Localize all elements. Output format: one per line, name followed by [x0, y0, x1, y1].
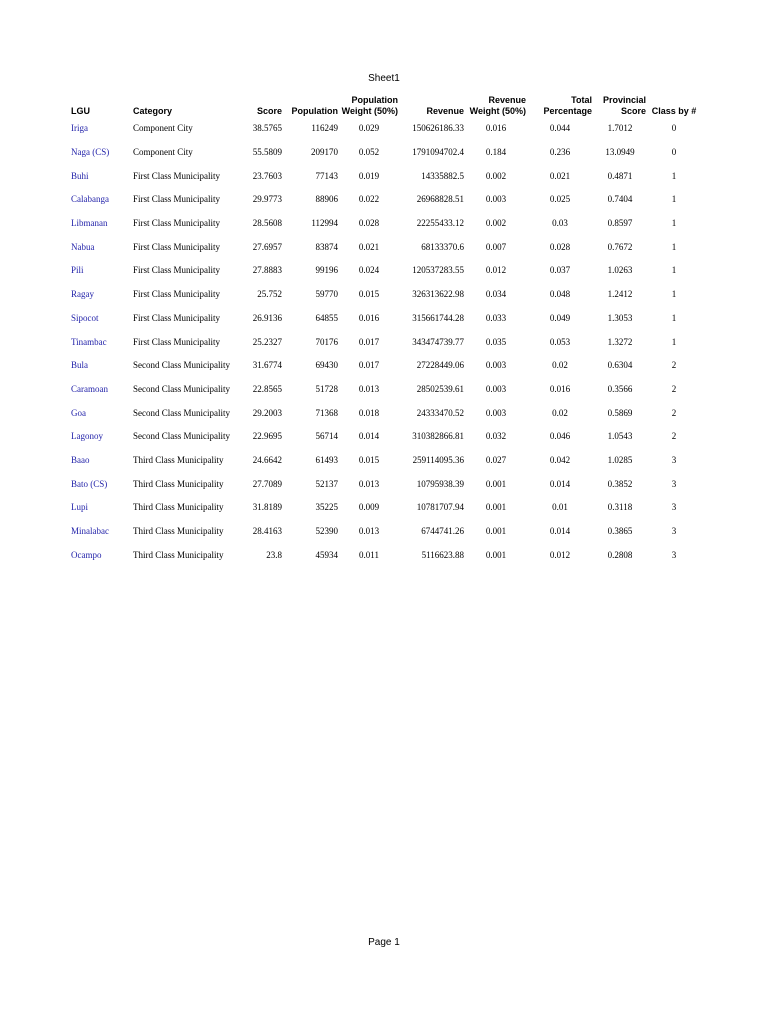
total-percentage-cell: 0.053 — [549, 336, 571, 347]
score-cell: 27.6957 — [252, 241, 282, 252]
class-by-cell: 1 — [671, 289, 677, 300]
score-cell: 38.5765 — [252, 123, 282, 134]
lgu-cell: Tinambac — [71, 336, 107, 347]
header-score: Score — [256, 106, 282, 116]
sheet-title: Sheet1 — [368, 73, 400, 84]
total-percentage-cell: 0.046 — [549, 431, 571, 442]
score-cell: 25.752 — [257, 289, 282, 300]
population-cell: 77143 — [315, 170, 338, 181]
class-by-cell: 1 — [671, 312, 677, 323]
table-row — [70, 472, 701, 496]
revenue-weight-cell: 0.035 — [485, 336, 507, 347]
score-cell: 23.8 — [266, 549, 282, 560]
population-weight-cell: 0.019 — [358, 170, 380, 181]
lgu-cell: Goa — [71, 407, 86, 418]
table-row — [70, 188, 701, 212]
table-row — [70, 283, 701, 307]
total-percentage-cell: 0.02 — [552, 360, 568, 371]
revenue-weight-cell: 0.003 — [485, 360, 507, 371]
score-cell: 26.9136 — [252, 312, 282, 323]
population-cell: 69430 — [315, 360, 338, 371]
class-by-cell: 2 — [671, 431, 677, 442]
provincial-score-cell: 1.2412 — [607, 289, 633, 300]
table-row — [70, 235, 701, 259]
class-by-cell: 2 — [671, 407, 677, 418]
population-cell: 71368 — [315, 407, 338, 418]
table-row — [70, 401, 701, 425]
provincial-score-cell: 0.3118 — [607, 502, 633, 513]
revenue-weight-cell: 0.003 — [485, 383, 507, 394]
score-cell: 27.7089 — [252, 478, 282, 489]
category-cell: Third Class Municipality — [133, 454, 224, 465]
revenue-cell: 343474739.77 — [412, 336, 464, 347]
class-by-cell: 3 — [671, 478, 677, 489]
table-row — [70, 117, 701, 141]
provincial-score-cell: 1.7012 — [607, 123, 633, 134]
revenue-cell: 120537283.55 — [412, 265, 464, 276]
category-cell: First Class Municipality — [133, 265, 221, 276]
category-cell: Component City — [133, 123, 193, 134]
revenue-weight-cell: 0.032 — [485, 431, 507, 442]
score-cell: 22.9695 — [252, 431, 282, 442]
provincial-score-cell: 0.7672 — [607, 241, 633, 252]
lgu-cell: Iriga — [71, 123, 88, 134]
header-provincial-score: Provincial Score — [602, 95, 646, 116]
population-weight-cell: 0.015 — [358, 289, 380, 300]
category-cell: First Class Municipality — [133, 218, 221, 229]
provincial-score-cell: 1.0263 — [607, 265, 633, 276]
population-weight-cell: 0.024 — [358, 265, 380, 276]
revenue-weight-cell: 0.003 — [485, 407, 507, 418]
header-category: Category — [133, 106, 173, 116]
score-cell: 29.9773 — [252, 194, 282, 205]
population-weight-cell: 0.028 — [358, 218, 380, 229]
lgu-cell: Baao — [71, 454, 90, 465]
total-percentage-cell: 0.048 — [549, 289, 571, 300]
revenue-weight-cell: 0.016 — [485, 123, 507, 134]
header-revenue: Revenue — [426, 106, 464, 116]
population-cell: 112994 — [311, 218, 338, 229]
population-weight-cell: 0.017 — [358, 360, 380, 371]
lgu-cell: Sipocot — [71, 312, 99, 323]
population-weight-cell: 0.052 — [358, 147, 380, 158]
population-cell: 64855 — [315, 312, 338, 323]
revenue-cell: 310382866.81 — [412, 431, 464, 442]
header-population: Population — [291, 106, 338, 116]
revenue-cell: 27228449.06 — [416, 360, 464, 371]
class-by-cell: 0 — [671, 123, 677, 134]
revenue-weight-cell: 0.033 — [485, 312, 507, 323]
revenue-cell: 1791094702.4 — [412, 147, 464, 158]
category-cell: First Class Municipality — [133, 241, 221, 252]
lgu-cell: Libmanan — [71, 218, 108, 229]
provincial-score-cell: 0.3865 — [607, 526, 633, 537]
population-cell: 52137 — [315, 478, 338, 489]
class-by-cell: 0 — [671, 147, 677, 158]
score-cell: 25.2327 — [252, 336, 282, 347]
provincial-score-cell: 0.3566 — [607, 383, 633, 394]
class-by-cell: 1 — [671, 194, 677, 205]
revenue-cell: 14335882.5 — [421, 170, 464, 181]
lgu-cell: Nabua — [71, 241, 95, 252]
score-cell: 23.7603 — [252, 170, 282, 181]
lgu-cell: Bula — [71, 360, 88, 371]
category-cell: First Class Municipality — [133, 312, 221, 323]
page-footer: Page 1 — [368, 937, 400, 948]
revenue-weight-cell: 0.184 — [485, 147, 507, 158]
total-percentage-cell: 0.044 — [549, 123, 571, 134]
total-percentage-cell: 0.049 — [549, 312, 571, 323]
lgu-cell: Bato (CS) — [71, 478, 108, 489]
category-cell: Third Class Municipality — [133, 478, 224, 489]
table-row — [70, 354, 701, 378]
header-class-by: Class by # — [651, 106, 697, 116]
score-cell: 31.8189 — [252, 502, 282, 513]
population-cell: 83874 — [315, 241, 338, 252]
class-by-cell: 1 — [671, 170, 677, 181]
population-weight-cell: 0.013 — [358, 526, 380, 537]
population-cell: 99196 — [315, 265, 338, 276]
revenue-weight-cell: 0.002 — [485, 218, 507, 229]
category-cell: First Class Municipality — [133, 170, 221, 181]
revenue-cell: 68133370.6 — [421, 241, 464, 252]
score-cell: 28.4163 — [252, 526, 282, 537]
provincial-score-cell: 0.6304 — [607, 360, 633, 371]
revenue-weight-cell: 0.002 — [485, 170, 507, 181]
table-row — [70, 496, 701, 520]
provincial-score-cell: 0.7404 — [607, 194, 633, 205]
score-cell: 55.5809 — [252, 147, 282, 158]
revenue-cell: 6744741.26 — [421, 526, 464, 537]
class-by-cell: 3 — [671, 549, 677, 560]
population-weight-cell: 0.013 — [358, 478, 380, 489]
category-cell: First Class Municipality — [133, 336, 221, 347]
lgu-cell: Caramoan — [71, 383, 108, 394]
population-cell: 51728 — [315, 383, 338, 394]
population-cell: 56714 — [315, 431, 338, 442]
lgu-cell: Lupi — [71, 502, 88, 513]
category-cell: Third Class Municipality — [133, 502, 224, 513]
class-by-cell: 2 — [671, 360, 677, 371]
population-weight-cell: 0.022 — [358, 194, 380, 205]
total-percentage-cell: 0.025 — [549, 194, 571, 205]
population-weight-cell: 0.014 — [358, 431, 380, 442]
total-percentage-cell: 0.016 — [549, 383, 571, 394]
category-cell: Third Class Municipality — [133, 549, 224, 560]
table-body — [70, 117, 701, 567]
category-cell: Third Class Municipality — [133, 526, 224, 537]
category-cell: Component City — [133, 147, 193, 158]
score-cell: 28.5608 — [252, 218, 282, 229]
revenue-cell: 26968828.51 — [416, 194, 464, 205]
class-by-cell: 3 — [671, 502, 677, 513]
class-by-cell: 1 — [671, 265, 677, 276]
total-percentage-cell: 0.021 — [549, 170, 571, 181]
population-cell: 59770 — [315, 289, 338, 300]
lgu-table — [70, 94, 701, 567]
provincial-score-cell: 0.8597 — [607, 218, 633, 229]
revenue-weight-cell: 0.001 — [485, 526, 507, 537]
population-weight-cell: 0.021 — [358, 241, 380, 252]
table-header-row — [70, 94, 701, 117]
lgu-cell: Lagonoy — [71, 431, 103, 442]
score-cell: 24.6642 — [252, 454, 282, 465]
population-cell: 52390 — [315, 526, 338, 537]
revenue-weight-cell: 0.001 — [485, 549, 507, 560]
table-row — [70, 378, 701, 402]
lgu-cell: Pili — [71, 265, 84, 276]
population-cell: 35225 — [315, 502, 338, 513]
population-cell: 88906 — [315, 194, 338, 205]
revenue-cell: 326313622.98 — [412, 289, 464, 300]
revenue-weight-cell: 0.003 — [485, 194, 507, 205]
score-cell: 29.2003 — [252, 407, 282, 418]
lgu-cell: Ocampo — [71, 549, 102, 560]
revenue-weight-cell: 0.027 — [485, 454, 507, 465]
table-row — [70, 259, 701, 283]
total-percentage-cell: 0.012 — [549, 549, 571, 560]
total-percentage-cell: 0.01 — [552, 502, 568, 513]
category-cell: Second Class Municipality — [133, 407, 230, 418]
lgu-cell: Naga (CS) — [71, 147, 110, 158]
table-row — [70, 449, 701, 473]
class-by-cell: 1 — [671, 336, 677, 347]
revenue-cell: 28502539.61 — [416, 383, 464, 394]
provincial-score-cell: 1.0543 — [607, 431, 633, 442]
class-by-cell: 3 — [671, 526, 677, 537]
population-weight-cell: 0.015 — [358, 454, 380, 465]
class-by-cell: 1 — [671, 241, 677, 252]
lgu-cell: Minalabac — [71, 526, 109, 537]
provincial-score-cell: 0.3852 — [607, 478, 633, 489]
population-cell: 209170 — [311, 147, 338, 158]
provincial-score-cell: 13.0949 — [605, 147, 635, 158]
provincial-score-cell: 1.3272 — [607, 336, 633, 347]
population-cell: 116249 — [311, 123, 338, 134]
table-row — [70, 307, 701, 331]
provincial-score-cell: 1.3053 — [607, 312, 633, 323]
category-cell: First Class Municipality — [133, 289, 221, 300]
population-cell: 61493 — [315, 454, 338, 465]
lgu-cell: Calabanga — [71, 194, 109, 205]
score-cell: 27.8883 — [252, 265, 282, 276]
header-revenue-weight: Revenue Weight (50%) — [469, 95, 526, 116]
revenue-weight-cell: 0.012 — [485, 265, 507, 276]
header-population-weight: Population Weight (50%) — [341, 95, 398, 116]
population-weight-cell: 0.009 — [358, 502, 380, 513]
total-percentage-cell: 0.014 — [549, 526, 571, 537]
revenue-weight-cell: 0.001 — [485, 478, 507, 489]
revenue-cell: 10795938.39 — [416, 478, 464, 489]
revenue-cell: 315661744.28 — [412, 312, 464, 323]
population-weight-cell: 0.013 — [358, 383, 380, 394]
class-by-cell: 3 — [671, 454, 677, 465]
total-percentage-cell: 0.03 — [552, 218, 568, 229]
header-lgu: LGU — [71, 106, 90, 116]
revenue-cell: 5116623.88 — [421, 549, 464, 560]
revenue-cell: 10781707.94 — [416, 502, 464, 513]
score-cell: 22.8565 — [252, 383, 282, 394]
table-row — [70, 543, 701, 567]
table-row — [70, 164, 701, 188]
population-weight-cell: 0.017 — [358, 336, 380, 347]
population-weight-cell: 0.011 — [359, 549, 379, 560]
revenue-cell: 24333470.52 — [416, 407, 464, 418]
total-percentage-cell: 0.02 — [552, 407, 568, 418]
revenue-weight-cell: 0.001 — [485, 502, 507, 513]
provincial-score-cell: 0.2808 — [607, 549, 633, 560]
total-percentage-cell: 0.042 — [549, 454, 571, 465]
category-cell: Second Class Municipality — [133, 431, 230, 442]
category-cell: Second Class Municipality — [133, 360, 230, 371]
population-cell: 45934 — [315, 549, 338, 560]
table-row — [70, 425, 701, 449]
table-row — [70, 141, 701, 165]
population-cell: 70176 — [315, 336, 338, 347]
table-row — [70, 212, 701, 236]
population-weight-cell: 0.018 — [358, 407, 380, 418]
total-percentage-cell: 0.028 — [549, 241, 571, 252]
lgu-cell: Buhi — [71, 170, 89, 181]
population-weight-cell: 0.029 — [358, 123, 380, 134]
provincial-score-cell: 1.0285 — [607, 454, 633, 465]
revenue-weight-cell: 0.007 — [485, 241, 507, 252]
class-by-cell: 1 — [671, 218, 677, 229]
revenue-cell: 22255433.12 — [416, 218, 464, 229]
revenue-weight-cell: 0.034 — [485, 289, 507, 300]
class-by-cell: 2 — [671, 383, 677, 394]
total-percentage-cell: 0.014 — [549, 478, 571, 489]
total-percentage-cell: 0.037 — [549, 265, 571, 276]
header-total-percentage: Total Percentage — [543, 95, 592, 116]
population-weight-cell: 0.016 — [358, 312, 380, 323]
table-row — [70, 520, 701, 544]
revenue-cell: 259114095.36 — [412, 454, 464, 465]
category-cell: Second Class Municipality — [133, 383, 230, 394]
provincial-score-cell: 0.4871 — [607, 170, 633, 181]
lgu-cell: Ragay — [71, 289, 94, 300]
total-percentage-cell: 0.236 — [549, 147, 571, 158]
revenue-cell: 150626186.33 — [412, 123, 464, 134]
provincial-score-cell: 0.5869 — [607, 407, 633, 418]
category-cell: First Class Municipality — [133, 194, 221, 205]
score-cell: 31.6774 — [252, 360, 282, 371]
table-row — [70, 330, 701, 354]
